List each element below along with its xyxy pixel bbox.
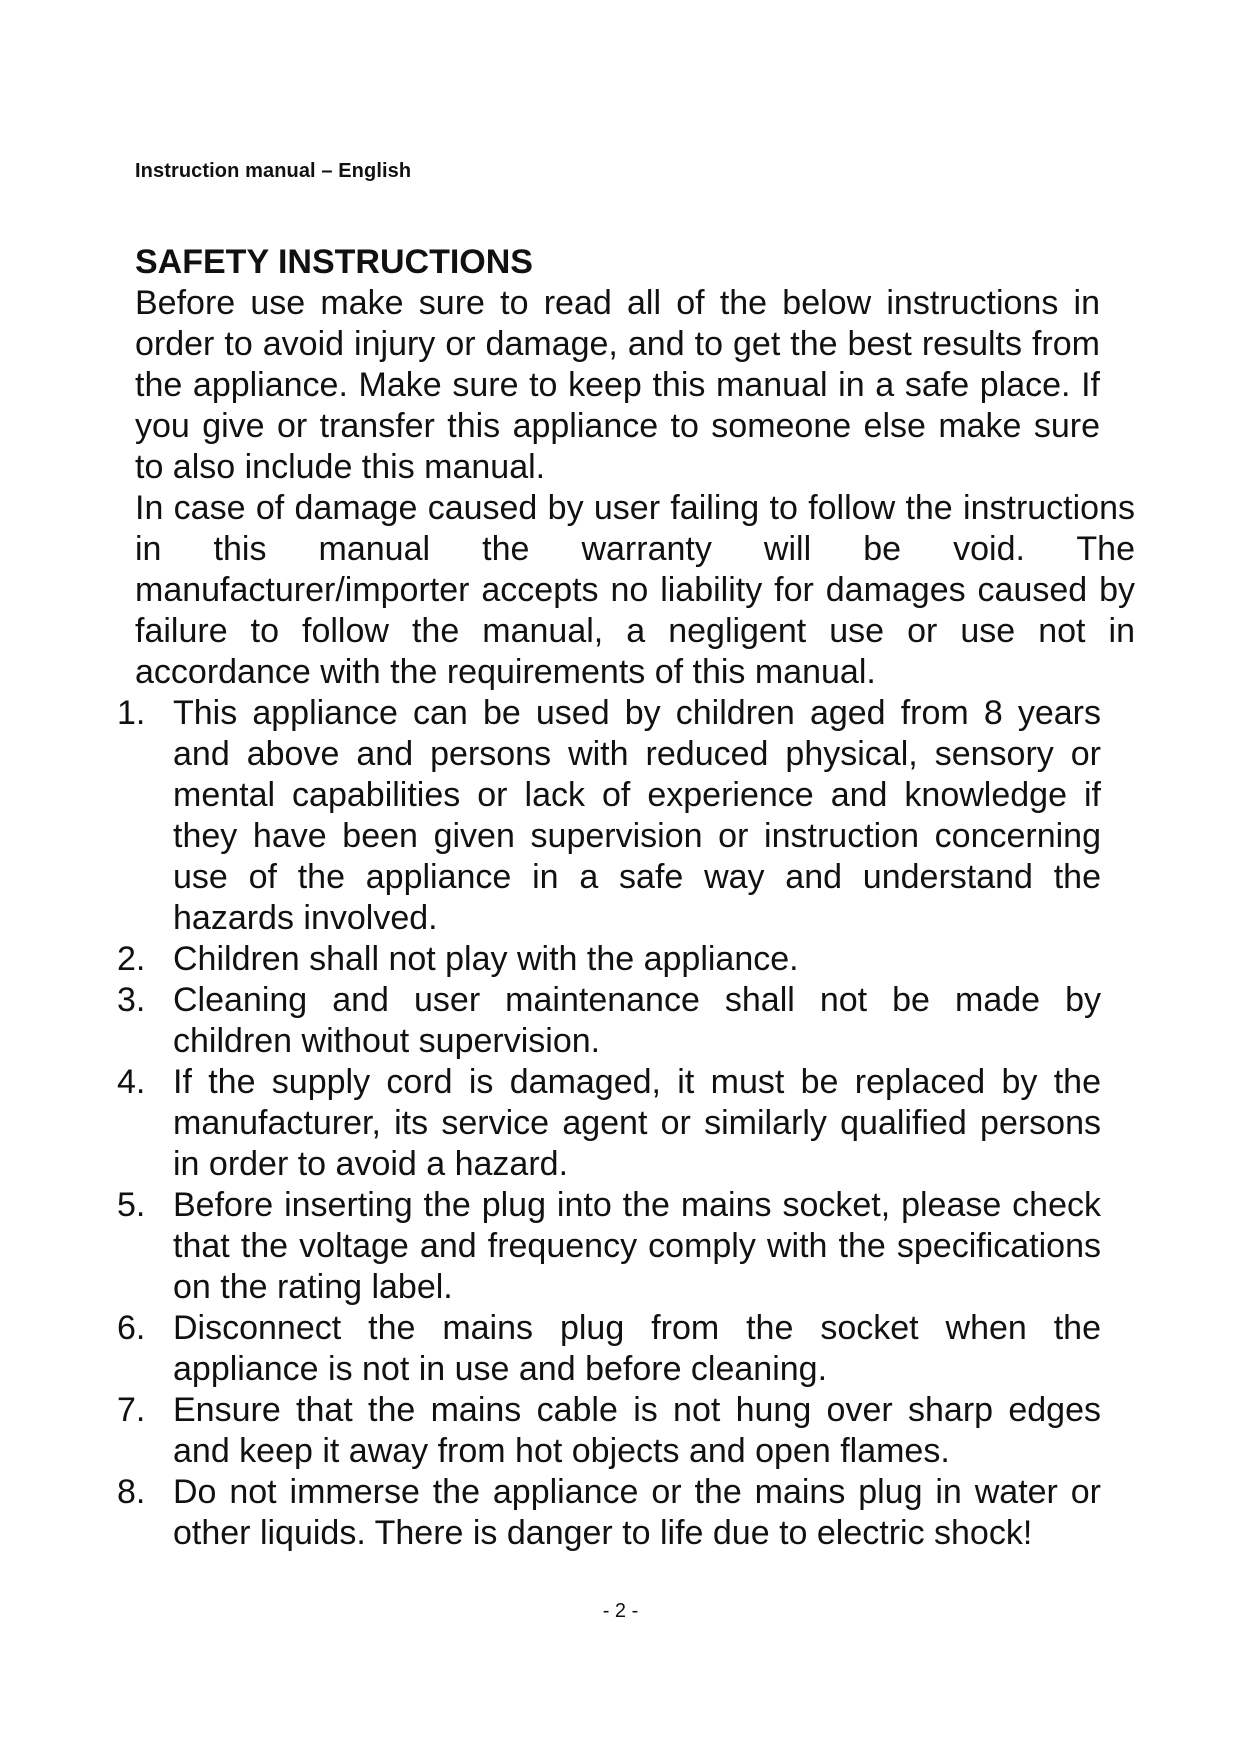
item-number: 4. [117, 1063, 146, 1101]
item-number: 2. [117, 940, 146, 978]
item-text: Disconnect the mains plug from the socket when the appliance is not in use and before cleaning. [173, 1309, 1101, 1388]
list-item [117, 1390, 1117, 1472]
list-item [117, 1308, 1117, 1390]
item-text: If the supply cord is damaged, it must be replaced by the manufacturer, its service agent or similarly qualified persons in order to avoid a hazard. [173, 1063, 1101, 1183]
item-text: Ensure that the mains cable is not hung over sharp edges and keep it away from hot objects and open flames. [173, 1391, 1101, 1470]
item-number: 7. [117, 1391, 146, 1429]
item-text: This appliance can be used by children aged from 8 years and above and persons with reduced physical, sensory or mental capabilities or lack of experience and knowledge if they have been given supervision or instruction concerning use of the appliance in a safe way and understand the hazards involved. [173, 694, 1101, 937]
item-text: Children shall not play with the appliance. [173, 940, 799, 978]
list-item [117, 939, 1117, 980]
item-text: Do not immerse the appliance or the mains plug in water or other liquids. There is danger to life due to electric shock! [173, 1473, 1101, 1552]
list-item [117, 1185, 1117, 1308]
item-number: 3. [117, 981, 146, 1019]
item-number: 8. [117, 1473, 146, 1511]
item-text: Before inserting the plug into the mains socket, please check that the voltage and frequency comply with the specifications on the rating label. [173, 1186, 1101, 1306]
list-item [117, 980, 1117, 1062]
document-header: Instruction manual – English [135, 160, 412, 182]
list-item [117, 693, 1117, 939]
item-number: 5. [117, 1186, 146, 1224]
safety-list [117, 693, 1117, 1554]
safety-section [117, 242, 1135, 1554]
list-item [117, 1062, 1117, 1185]
page-number: - 2 - [602, 1600, 639, 1622]
item-text: Cleaning and user maintenance shall not be made by children without supervision. [173, 981, 1101, 1060]
list-item [117, 1472, 1117, 1554]
item-number: 1. [117, 694, 146, 732]
intro-paragraph: Before use make sure to read all of the below instructions in order to avoid injury or damage, and to get the best results from the appliance. Make sure to keep this manual in a safe place. If you give or transfer this appliance to someone else make sure to also include this manual. [135, 284, 1100, 486]
item-number: 6. [117, 1309, 146, 1347]
section-title: SAFETY INSTRUCTIONS [135, 243, 533, 281]
liability-paragraph: In case of damage caused by user failing to follow the instructions in this manual the warranty will be void. The manufacturer/importer accepts no liability for damages caused by failure to follow the manual, a negligent use or use not in accordance with the requirements of this manual. [135, 489, 1135, 691]
